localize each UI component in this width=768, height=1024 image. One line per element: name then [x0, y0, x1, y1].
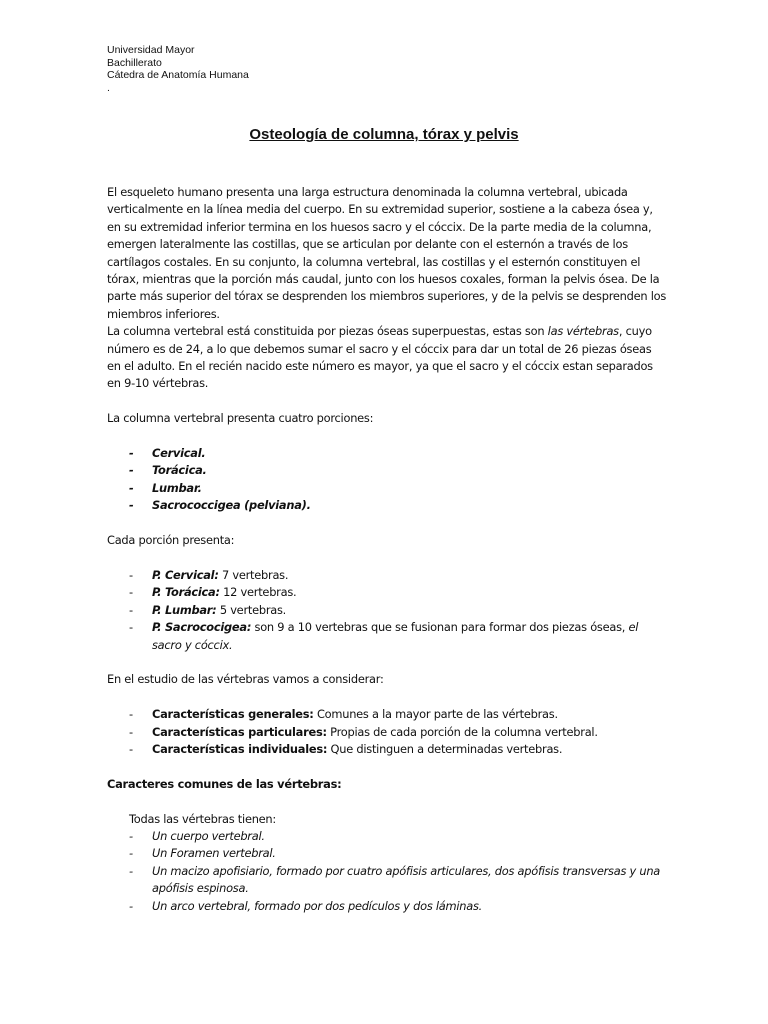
- list-item: - Un macizo apofisiario, formado por cuatro apófisis articulares, dos apófisis transversas y una apófisis espinosa.: [129, 863, 667, 898]
- portions-intro: La columna vertebral presenta cuatro porciones:: [107, 411, 374, 426]
- list-item: - Cervical.: [107, 445, 667, 462]
- column-paragraph: [107, 323, 667, 393]
- list-item: [107, 567, 667, 584]
- list-item: [107, 584, 667, 601]
- list-item: - Lumbar.: [107, 480, 667, 497]
- item-emphasis: el sacro y cóccix.: [152, 620, 639, 652]
- study-intro: En el estudio de las vértebras vamos a considerar:: [107, 672, 384, 687]
- item-text: Propias de cada porción de la columna vertebral.: [326, 724, 598, 739]
- list-item: - Un Foramen vertebral.: [129, 845, 667, 862]
- item-text: 12 vertebras.: [219, 585, 297, 600]
- column-paragraph-emphasis: las vértebras: [547, 324, 619, 339]
- item-label: Características particulares:: [152, 724, 327, 739]
- list-item: [107, 706, 667, 723]
- header-chair: Cátedra de Anatomía Humana: [107, 69, 249, 81]
- document-header: [107, 44, 249, 94]
- common-list: [107, 828, 667, 915]
- column-paragraph-end: , cuyo número es de 24, a lo que debemos sumar el sacro y el cóccix para dar un total de 26 piezas óseas en el adulto. En el recién nacido este número es mayor, ya que el sacro y el cóccix estan separados en 9-10 vértebras.: [107, 324, 653, 391]
- header-dot: .: [107, 81, 110, 94]
- list-item: - Sacrococcigea (pelviana).: [107, 497, 667, 514]
- item-text: 7 vertebras.: [218, 567, 289, 582]
- counts-list: [107, 567, 667, 654]
- item-text: son 9 a 10 vertebras que se fusionan para formar dos piezas óseas,: [251, 620, 629, 635]
- item-label: P. Torácica:: [152, 585, 220, 600]
- study-list: [107, 706, 667, 758]
- list-item: - Un cuerpo vertebral.: [129, 828, 667, 845]
- list-item: [107, 602, 667, 619]
- header-program: Bachillerato: [107, 56, 162, 69]
- item-label: Características individuales:: [152, 741, 328, 756]
- common-intro: Todas las vértebras tienen:: [129, 811, 276, 826]
- section-heading: Caracteres comunes de las vértebras:: [107, 776, 342, 791]
- list-item: - Un arco vertebral, formado por dos pedículos y dos láminas.: [129, 898, 667, 915]
- page-title: Osteología de columna, tórax y pelvis: [249, 126, 519, 143]
- list-item: [107, 741, 667, 758]
- document-body: [107, 184, 667, 915]
- portions-list: [107, 445, 667, 515]
- item-label: P. Cervical:: [152, 567, 219, 582]
- column-paragraph-start: La columna vertebral está constituida por piezas óseas superpuestas, estas son: [107, 324, 548, 339]
- header-university: Universidad Mayor: [107, 44, 195, 56]
- intro-paragraph: El esqueleto humano presenta una larga estructura denominada la columna vertebral, ubicada verticalmente en la línea media del cuerpo. En su extremidad superior, sostiene a la cabeza ósea y, en su extremidad inferior termina en los huesos sacro y el cóccix. De la parte media de la columna, emergen lateralmente las costillas, que se articulan por delante con el esternón a través de los cartílagos costales. En su conjunto, la columna vertebral, las costillas y el esternón constituyen el tórax, mientras que la porción más caudal, junto con los huesos coxales, forman la pelvis ósea. De la parte más superior del tórax se desprenden los miembros superiores, y de la pelvis se desprenden los miembros inferiores.: [107, 185, 667, 321]
- list-item: [107, 724, 667, 741]
- list-item: [107, 619, 667, 654]
- item-text: Que distinguen a determinadas vertebras.: [327, 741, 563, 756]
- item-text: 5 vertebras.: [216, 602, 287, 617]
- item-text: Comunes a la mayor parte de las vértebras.: [313, 707, 558, 722]
- item-label: P. Lumbar:: [152, 602, 217, 617]
- list-item: - Torácica.: [107, 462, 667, 479]
- counts-intro: Cada porción presenta:: [107, 533, 235, 548]
- item-label: P. Sacrococigea:: [152, 620, 252, 635]
- item-label: Características generales:: [152, 707, 314, 722]
